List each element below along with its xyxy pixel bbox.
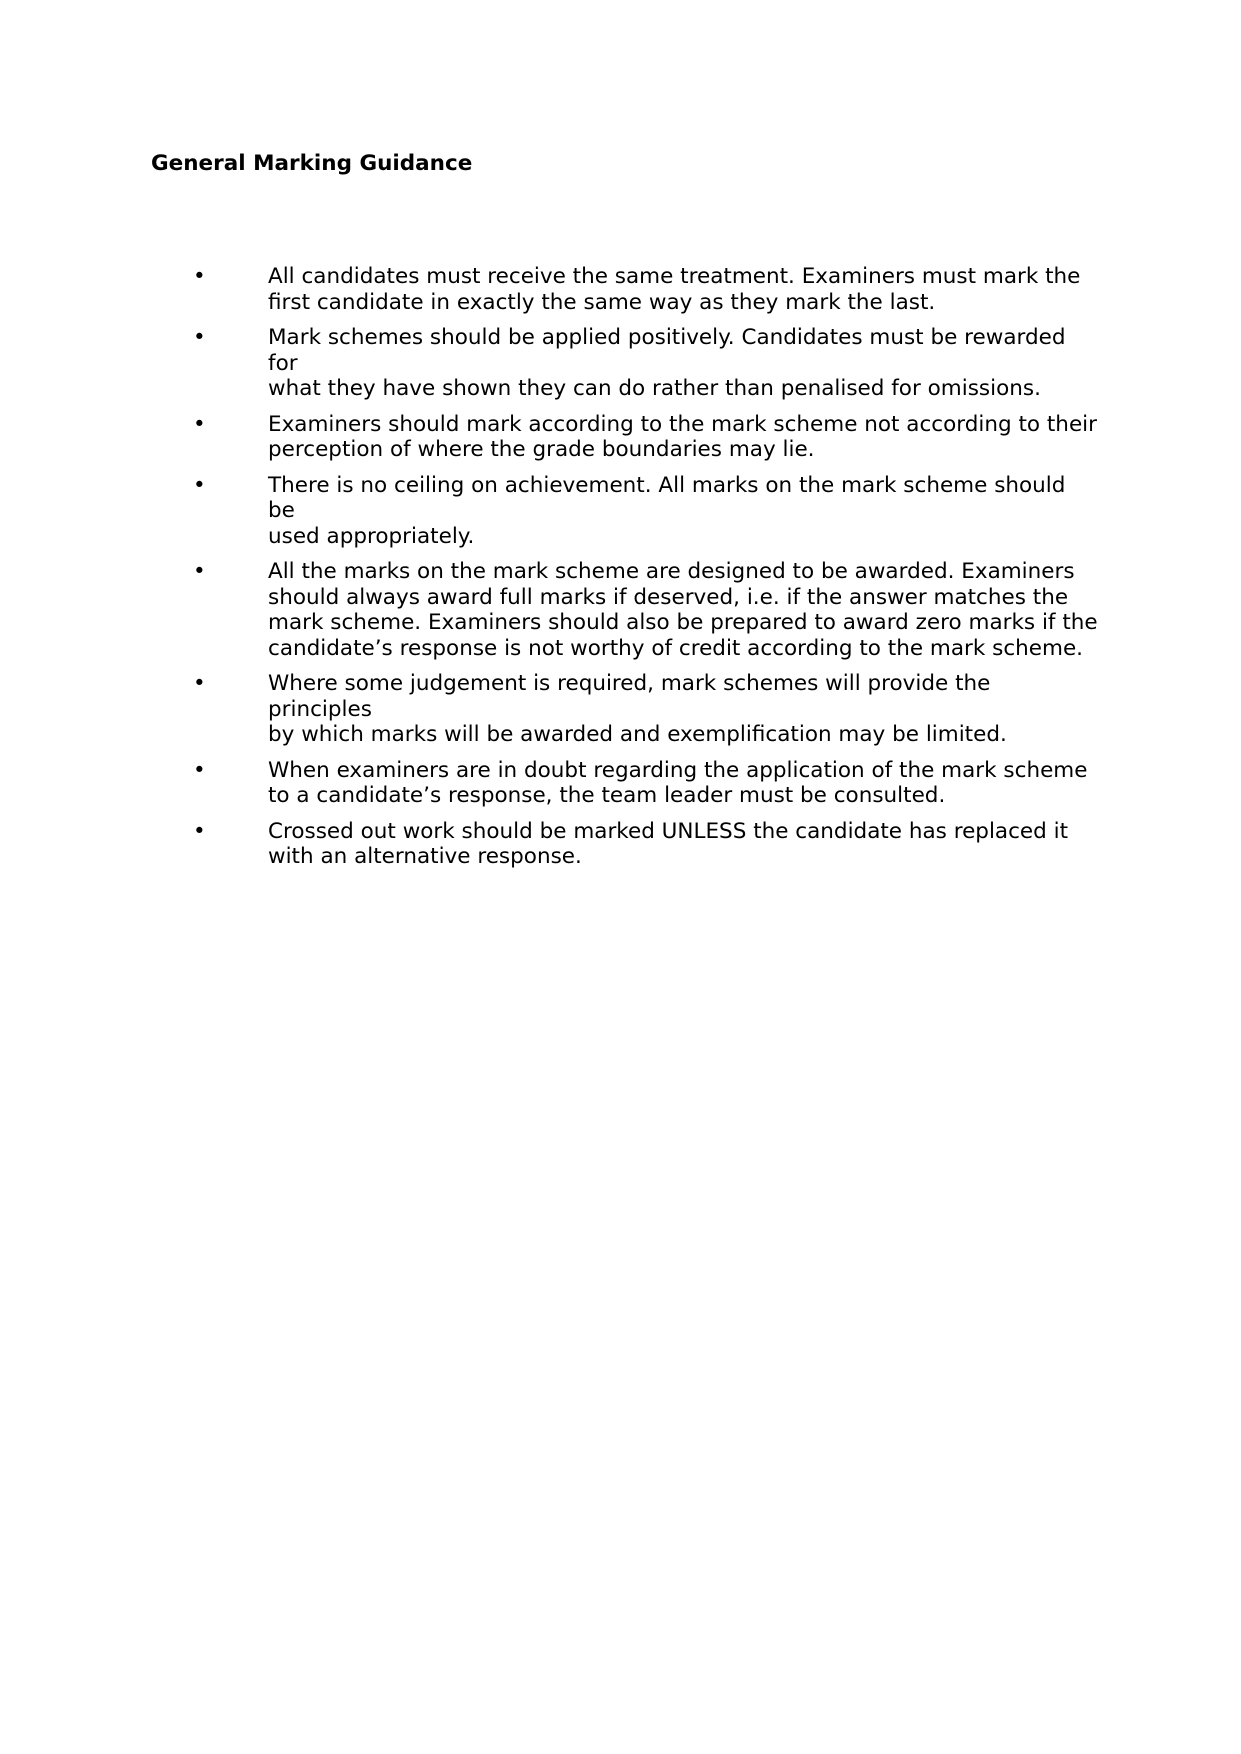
bullet-icon: • (193, 472, 206, 498)
text-line: When examiners are in doubt regarding the application of the mark scheme (268, 757, 1088, 783)
text-line: Where some judgement is required, mark schemes will provide the principles (268, 671, 991, 722)
text-line: All candidates must receive the same treatment. Examiners must mark the (268, 264, 1081, 289)
list-item-text (268, 264, 1098, 315)
list-item (0, 819, 1241, 870)
text-line: Examiners should mark according to the mark scheme not according to their (268, 411, 1097, 437)
list-item (0, 758, 1241, 809)
text-line: perception of where the grade boundaries may lie. (268, 437, 815, 462)
text-line: used appropriately. (268, 523, 475, 549)
text-line: mark scheme. Examiners should also be prepared to award zero marks if the (268, 610, 1098, 635)
bullet-icon: • (193, 411, 206, 437)
list-item (0, 412, 1241, 463)
list-item-text (268, 473, 1098, 550)
marking-guidance-list (0, 264, 1241, 880)
text-line: candidate’s response is not worthy of credit according to the mark scheme. (268, 635, 1084, 661)
list-item-text (268, 325, 1098, 402)
bullet-icon: • (193, 559, 206, 584)
text-line: should always award full marks if deserved, i.e. if the answer matches the (268, 584, 1069, 610)
text-line: with an alternative response. (268, 844, 582, 869)
list-item (0, 473, 1241, 550)
bullet-icon: • (193, 264, 206, 289)
bullet-icon: • (193, 757, 206, 783)
bullet-icon: • (193, 325, 206, 350)
list-item-text (268, 559, 1098, 661)
list-item (0, 671, 1241, 748)
text-line: There is no ceiling on achievement. All marks on the mark scheme should be (268, 472, 1066, 523)
text-line: what they have shown they can do rather than penalised for omissions. (268, 376, 1041, 401)
text-line: Crossed out work should be marked UNLESS the candidate has replaced it (268, 818, 1069, 844)
bullet-icon: • (193, 671, 206, 696)
bullet-icon: • (193, 818, 206, 844)
list-item-text (268, 819, 1098, 870)
list-item (0, 264, 1241, 315)
text-line: Mark schemes should be applied positively. Candidates must be rewarded for (268, 325, 1066, 376)
page-title: General Marking Guidance (151, 151, 473, 176)
list-item-text (268, 412, 1098, 463)
list-item-text (268, 758, 1098, 809)
list-item (0, 559, 1241, 661)
list-item-text (268, 671, 1098, 748)
text-line: first candidate in exactly the same way as they mark the last. (268, 289, 936, 315)
text-line: by which marks will be awarded and exemplification may be limited. (268, 722, 1007, 747)
text-line: All the marks on the mark scheme are designed to be awarded. Examiners (268, 559, 1075, 584)
text-line: to a candidate’s response, the team leader must be consulted. (268, 783, 946, 808)
list-item (0, 325, 1241, 402)
